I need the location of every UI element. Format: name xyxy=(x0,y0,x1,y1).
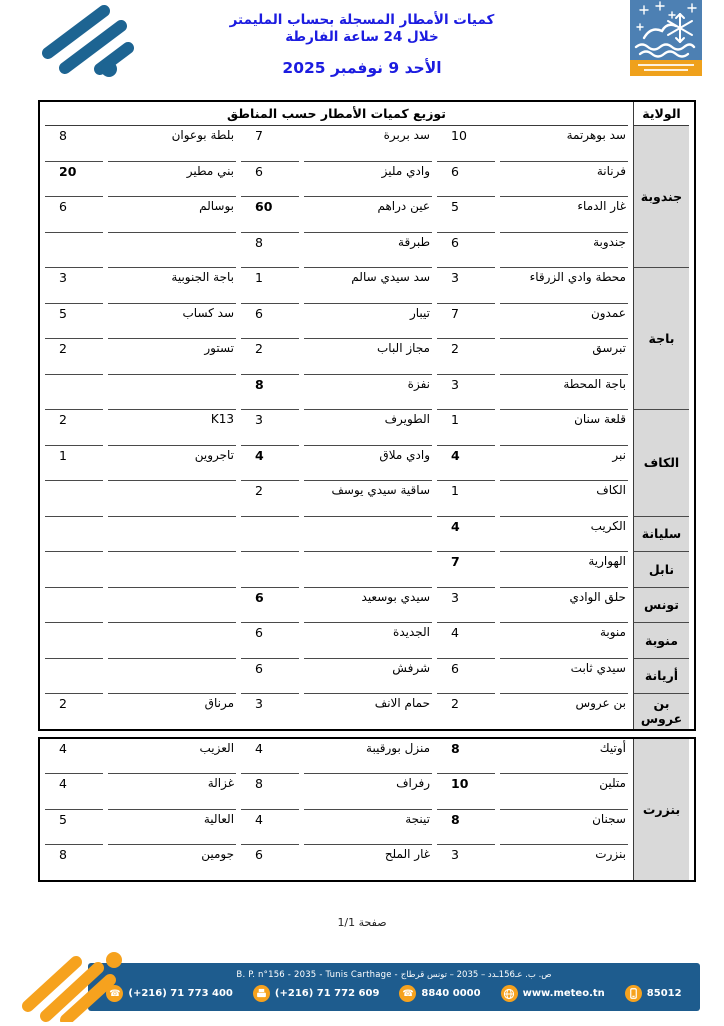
station-name-cell xyxy=(108,232,236,268)
table-row xyxy=(45,693,689,729)
contact-text: 8840 0000 xyxy=(421,988,481,999)
station-name-cell: متلين xyxy=(500,773,628,809)
rain-value-cell xyxy=(45,374,103,410)
rain-value-cell: 10 xyxy=(437,773,495,809)
station-name-cell: حلق الوادي xyxy=(500,587,628,623)
page-number: صفحة 1/1 xyxy=(337,916,387,929)
station-name-cell: مرناق xyxy=(108,693,236,729)
station-name-cell xyxy=(108,516,236,552)
rain-value-cell: 4 xyxy=(59,740,67,756)
rain-value-cell: 5 xyxy=(45,303,103,339)
orange-streaks-icon xyxy=(14,946,154,1026)
table-row xyxy=(45,267,689,303)
governorate-cell: بنزرت xyxy=(633,739,689,880)
table-row xyxy=(45,739,689,774)
station-name-cell: بني مطير xyxy=(108,161,236,197)
station-name-cell: وادي ملاق xyxy=(304,445,432,481)
station-name-cell: غار الدماء xyxy=(500,196,628,232)
station-name-cell: حمام الانف xyxy=(304,693,432,729)
governorate-cell: سليانة xyxy=(633,516,689,552)
station-name-cell: سد بوهرتمة xyxy=(566,128,626,142)
rain-value-cell: 4 xyxy=(437,445,495,481)
fax-icon xyxy=(253,985,270,1002)
footer-bar xyxy=(88,963,700,1011)
station-name-cell: تينجة xyxy=(304,809,432,845)
table-row xyxy=(45,126,689,161)
report-date: الأحد 9 نوفمبر 2025 xyxy=(282,59,442,77)
rain-value-cell: 60 xyxy=(241,196,299,232)
station-name-cell: الكاف xyxy=(500,480,628,516)
rain-value-cell: 4 xyxy=(437,516,495,552)
station-name-cell: عمدون xyxy=(500,303,628,339)
table-row xyxy=(45,773,689,809)
phone-icon: ☎ xyxy=(106,985,123,1002)
table-row xyxy=(45,232,689,268)
rain-value-cell: 6 xyxy=(45,196,103,232)
rain-table-block xyxy=(38,100,696,731)
station-name-cell: تيبار xyxy=(304,303,432,339)
phone-handset-icon: ☎ xyxy=(399,985,416,1002)
station-name-cell: سيدي بوسعيد xyxy=(304,587,432,623)
station-name-cell xyxy=(108,622,236,658)
rain-value-cell: 4 xyxy=(437,622,495,658)
station-name-cell: سد كساب xyxy=(108,303,236,339)
distribution-header: توزيع كميات الأمطار حسب المناطق xyxy=(45,102,628,126)
station-name-cell: تبرسق xyxy=(500,338,628,374)
rain-value-cell: 7 xyxy=(255,128,263,143)
station-name-cell: عين دراهم xyxy=(304,196,432,232)
inm-logo-icon xyxy=(630,0,702,80)
station-name-cell xyxy=(108,551,236,587)
contact-item xyxy=(501,985,605,1002)
governorate-cell: تونس xyxy=(633,587,689,623)
rain-value-cell: 8 xyxy=(437,809,495,845)
station-name-cell: سجنان xyxy=(500,809,628,845)
contact-text: (+216) 71 773 400 xyxy=(128,988,233,999)
rain-value-cell: 2 xyxy=(437,693,495,729)
station-name-cell: سد بربرة xyxy=(383,128,430,142)
rain-value-cell: 2 xyxy=(45,409,103,445)
rain-value-cell: 6 xyxy=(437,161,495,197)
station-name-cell: الكريب xyxy=(500,516,628,552)
rain-value-cell: 1 xyxy=(241,267,299,303)
rain-value-cell: 8 xyxy=(241,232,299,268)
table-row xyxy=(45,338,689,374)
station-name-cell: جومين xyxy=(108,844,236,880)
station-name-cell: شرفش xyxy=(304,658,432,694)
table-row xyxy=(45,658,689,694)
rain-value-cell: 3 xyxy=(437,267,495,303)
table-row xyxy=(45,303,689,339)
station-name-cell xyxy=(108,480,236,516)
rain-value-cell: 5 xyxy=(45,809,103,845)
rain-value-cell: 6 xyxy=(241,844,299,880)
rain-value-cell: 7 xyxy=(437,303,495,339)
station-name-cell: K13 xyxy=(108,409,236,445)
station-name-cell: أوتيك xyxy=(599,740,626,755)
station-name-cell: بوسالم xyxy=(108,196,236,232)
table-row xyxy=(45,844,689,880)
contact-text: 85012 xyxy=(646,988,682,999)
globe-icon xyxy=(501,985,518,1002)
governorate-cell: نابل xyxy=(633,551,689,587)
rain-value-cell: 2 xyxy=(241,338,299,374)
station-name-cell: غزالة xyxy=(108,773,236,809)
station-name-cell xyxy=(304,551,432,587)
footer-address: B. P. n°156 - 2035 - Tunis Carthage - ص. ب. عـ156ـدد – 2035 – تونس قرطاج xyxy=(236,970,552,980)
station-name-cell xyxy=(108,658,236,694)
rain-value-cell xyxy=(241,516,299,552)
station-name-cell: فرنانة xyxy=(500,161,628,197)
rain-value-cell xyxy=(45,587,103,623)
station-name-cell: وادي مليز xyxy=(304,161,432,197)
station-name-cell: سيدي ثابت xyxy=(500,658,628,694)
station-name-cell: غار الملح xyxy=(304,844,432,880)
station-name-cell: منزل بورقيبة xyxy=(366,740,430,755)
page-title-line1: كميات الأمطار المسجلة بحساب المليمتر xyxy=(229,12,495,28)
wilaya-column-header: الولاية xyxy=(633,102,689,126)
rain-value-cell: 3 xyxy=(45,267,103,303)
station-name-cell: نفزة xyxy=(304,374,432,410)
station-name-cell: الجديدة xyxy=(304,622,432,658)
rain-value-cell: 6 xyxy=(241,587,299,623)
rain-value-cell: 4 xyxy=(45,773,103,809)
rain-value-cell: 2 xyxy=(241,480,299,516)
rain-value-cell: 4 xyxy=(241,445,299,481)
rain-value-cell xyxy=(45,658,103,694)
rain-value-cell: 2 xyxy=(45,693,103,729)
rain-value-cell: 8 xyxy=(59,128,67,143)
rain-value-cell: 3 xyxy=(437,587,495,623)
rain-value-cell xyxy=(45,516,103,552)
table-row xyxy=(45,587,689,623)
rain-value-cell: 3 xyxy=(437,374,495,410)
rain-value-cell: 5 xyxy=(437,196,495,232)
rain-value-cell: 20 xyxy=(45,161,103,197)
sms-icon xyxy=(625,985,642,1002)
station-name-cell xyxy=(304,516,432,552)
governorate-cell: جندوبة xyxy=(633,126,689,267)
table-header-row xyxy=(45,102,689,126)
table-row xyxy=(45,374,689,410)
governorate-cell: بن عروس xyxy=(633,693,689,729)
governorate-cell: أريانة xyxy=(633,658,689,694)
rain-value-cell: 3 xyxy=(241,693,299,729)
rain-value-cell: 10 xyxy=(451,128,467,143)
rain-value-cell xyxy=(45,622,103,658)
table-row xyxy=(45,196,689,232)
rain-value-cell: 2 xyxy=(437,338,495,374)
governorate-cell: باجة xyxy=(633,267,689,409)
station-name-cell xyxy=(108,374,236,410)
contact-item xyxy=(625,985,682,1002)
rain-value-cell: 2 xyxy=(45,338,103,374)
rain-value-cell: 4 xyxy=(255,740,263,756)
station-name-cell: باجة الجنوبية xyxy=(108,267,236,303)
station-name-cell: بنزرت xyxy=(500,844,628,880)
rain-value-cell: 6 xyxy=(241,658,299,694)
station-name-cell xyxy=(108,587,236,623)
table-row xyxy=(45,516,689,552)
rain-value-cell: 1 xyxy=(437,480,495,516)
station-name-cell: باجة المحطة xyxy=(500,374,628,410)
rain-value-cell: 3 xyxy=(241,409,299,445)
rain-value-cell xyxy=(241,551,299,587)
footer-contacts xyxy=(88,985,700,1002)
contact-text: (+216) 71 772 609 xyxy=(274,988,380,999)
station-name-cell: قلعة سنان xyxy=(500,409,628,445)
table-row xyxy=(45,161,689,197)
rain-value-cell: 3 xyxy=(437,844,495,880)
station-name-cell: بن عروس xyxy=(500,693,628,729)
table-row xyxy=(45,409,689,445)
table-row xyxy=(45,622,689,658)
station-name-cell: رفراف xyxy=(304,773,432,809)
rain-value-cell: 7 xyxy=(437,551,495,587)
rain-table-block xyxy=(38,737,696,882)
table-row xyxy=(45,480,689,516)
station-name-cell: تستور xyxy=(108,338,236,374)
rain-streaks-logo-icon xyxy=(16,2,134,92)
rain-value-cell xyxy=(45,232,103,268)
rain-value-cell: 8 xyxy=(241,773,299,809)
station-name-cell: طبرقة xyxy=(304,232,432,268)
table-row xyxy=(45,551,689,587)
station-name-cell: الهوارية xyxy=(500,551,628,587)
rain-value-cell: 6 xyxy=(437,232,495,268)
contact-text: www.meteo.tn xyxy=(522,988,605,999)
report-header xyxy=(120,12,604,77)
station-name-cell: تاجروين xyxy=(108,445,236,481)
table-row xyxy=(45,809,689,845)
station-name-cell: العزيب xyxy=(199,740,235,755)
rain-value-cell: 6 xyxy=(437,658,495,694)
rain-value-cell: 6 xyxy=(241,303,299,339)
page-title-line2: خلال 24 ساعة الفارطة xyxy=(285,29,439,45)
governorate-cell: منوبة xyxy=(633,622,689,658)
contact-item xyxy=(253,985,380,1002)
station-name-cell: سد سيدي سالم xyxy=(304,267,432,303)
rain-value-cell: 1 xyxy=(437,409,495,445)
rain-value-cell: 1 xyxy=(45,445,103,481)
rain-value-cell xyxy=(45,480,103,516)
table-row xyxy=(45,445,689,481)
station-name-cell: جندوبة xyxy=(500,232,628,268)
rain-value-cell: 6 xyxy=(241,622,299,658)
governorate-cell: الكاف xyxy=(633,409,689,516)
rain-value-cell: 4 xyxy=(241,809,299,845)
rain-value-cell xyxy=(45,551,103,587)
station-name-cell: الطويرف xyxy=(304,409,432,445)
station-name-cell: مجاز الباب xyxy=(304,338,432,374)
contact-item xyxy=(399,985,480,1002)
station-name-cell: ساقية سيدي يوسف xyxy=(304,480,432,516)
station-name-cell: منوبة xyxy=(500,622,628,658)
rain-value-cell: 6 xyxy=(241,161,299,197)
rain-value-cell: 8 xyxy=(45,844,103,880)
rain-value-cell: 8 xyxy=(451,740,460,756)
station-name-cell: محطة وادي الزرقاء xyxy=(500,267,628,303)
station-name-cell: نبر xyxy=(500,445,628,481)
rain-tables-host xyxy=(38,100,696,882)
rain-value-cell: 8 xyxy=(241,374,299,410)
station-name-cell: بلطة بوعوان xyxy=(171,128,235,142)
station-name-cell: العالية xyxy=(108,809,236,845)
